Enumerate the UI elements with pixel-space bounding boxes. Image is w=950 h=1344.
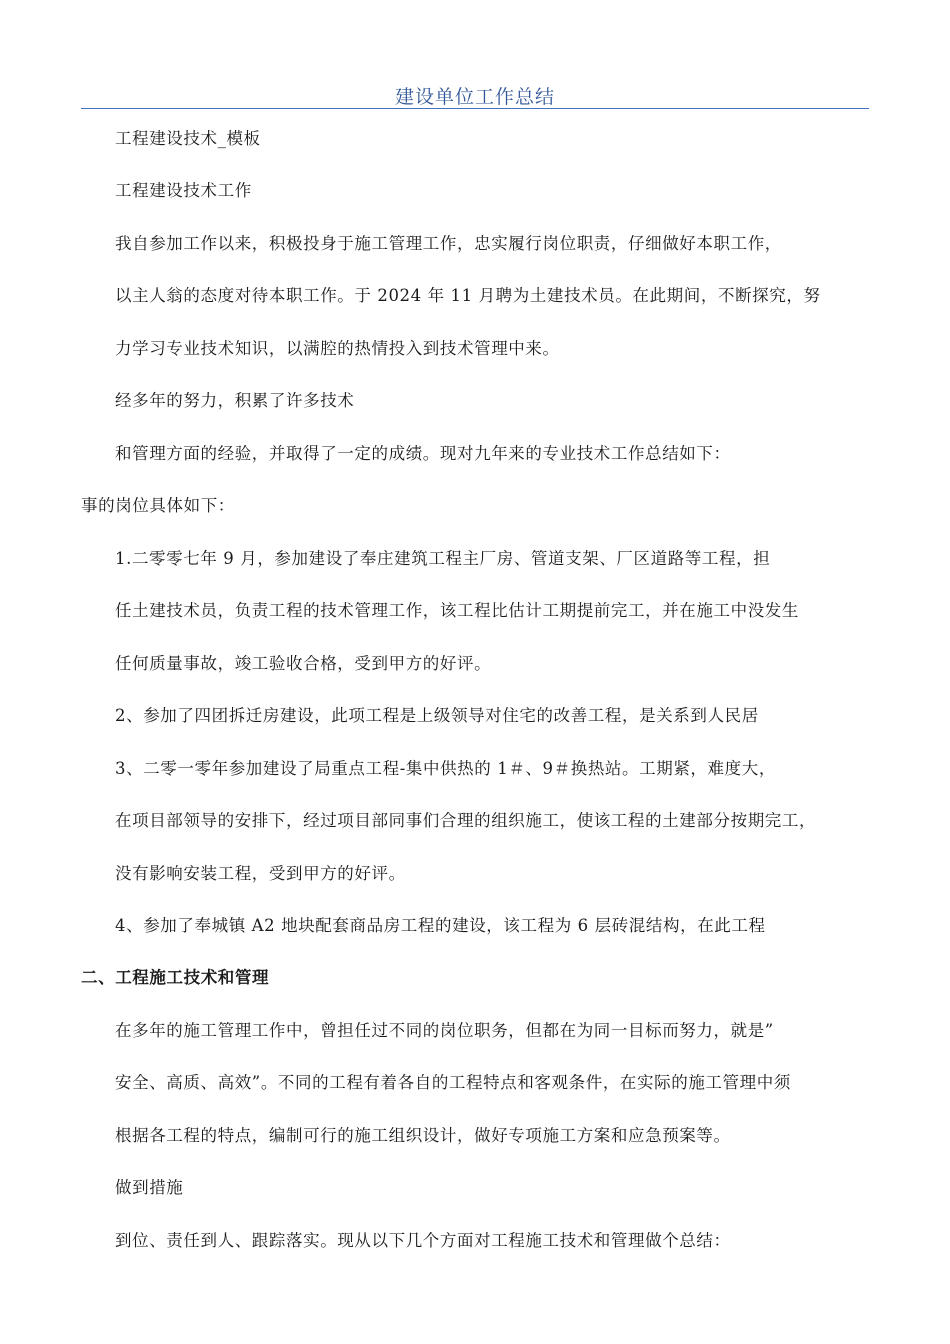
paragraph-line: 3、二零一零年参加建设了局重点工程-集中供热的 1＃、9＃换热站。工期紧，难度大， bbox=[115, 759, 776, 778]
paragraph-line: 工程建设技术工作 bbox=[115, 181, 252, 200]
paragraph-line: 在多年的施工管理工作中，曾担任过不同的岗位职务，但都在为同一目标而努力，就是” bbox=[115, 1021, 774, 1040]
paragraph-line: 和管理方面的经验，并取得了一定的成绩。现对九年来的专业技术工作总结如下： bbox=[115, 444, 731, 463]
paragraph-line: 经多年的努力，积累了许多技术 bbox=[115, 391, 355, 410]
section-heading: 二、工程施工技术和管理 bbox=[81, 968, 270, 987]
paragraph-line: 我自参加工作以来，积极投身于施工管理工作，忠实履行岗位职责，仔细做好本职工作， bbox=[115, 234, 782, 253]
document-title: 建设单位工作总结 bbox=[394, 86, 555, 108]
paragraph-line: 事的岗位具体如下： bbox=[81, 496, 235, 515]
paragraph-line: 根据各工程的特点，编制可行的施工组织设计，做好专项施工方案和应急预案等。 bbox=[115, 1126, 731, 1145]
paragraph-line: 任土建技术员，负责工程的技术管理工作，该工程比估计工期提前完工，并在施工中没发生 bbox=[115, 601, 799, 620]
paragraph-line: 工程建设技术_模板 bbox=[115, 129, 261, 148]
paragraph-line: 在项目部领导的安排下，经过项目部同事们合理的组织施工，使该工程的土建部分按期完工， bbox=[115, 811, 817, 830]
paragraph-line: 任何质量事故，竣工验收合格，受到甲方的好评。 bbox=[115, 654, 492, 673]
header-divider bbox=[81, 108, 869, 109]
paragraph-line: 力学习专业技术知识，以满腔的热情投入到技术管理中来。 bbox=[115, 339, 560, 358]
paragraph-line: 4、参加了奉城镇 A2 地块配套商品房工程的建设，该工程为 6 层砖混结构，在此工程 bbox=[115, 916, 766, 935]
paragraph-line: 做到措施 bbox=[115, 1178, 184, 1197]
paragraph-line: 2、参加了四团拆迁房建设，此项工程是上级领导对住宅的改善工程，是关系到人民居 bbox=[115, 706, 759, 725]
paragraph-line: 安全、高质、高效”。不同的工程有着各自的工程特点和客观条件，在实际的施工管理中须 bbox=[115, 1073, 791, 1092]
paragraph-line: 到位、责任到人、跟踪落实。现从以下几个方面对工程施工技术和管理做个总结： bbox=[115, 1231, 731, 1250]
paragraph-line: 1.二零零七年 9 月，参加建设了奉庄建筑工程主厂房、管道支架、厂区道路等工程，担 bbox=[115, 549, 771, 568]
paragraph-line: 没有影响安装工程，受到甲方的好评。 bbox=[115, 864, 406, 883]
paragraph-line: 以主人翁的态度对待本职工作。于 2024 年 11 月聘为土建技术员。在此期间，不断探究，努 bbox=[115, 286, 821, 305]
